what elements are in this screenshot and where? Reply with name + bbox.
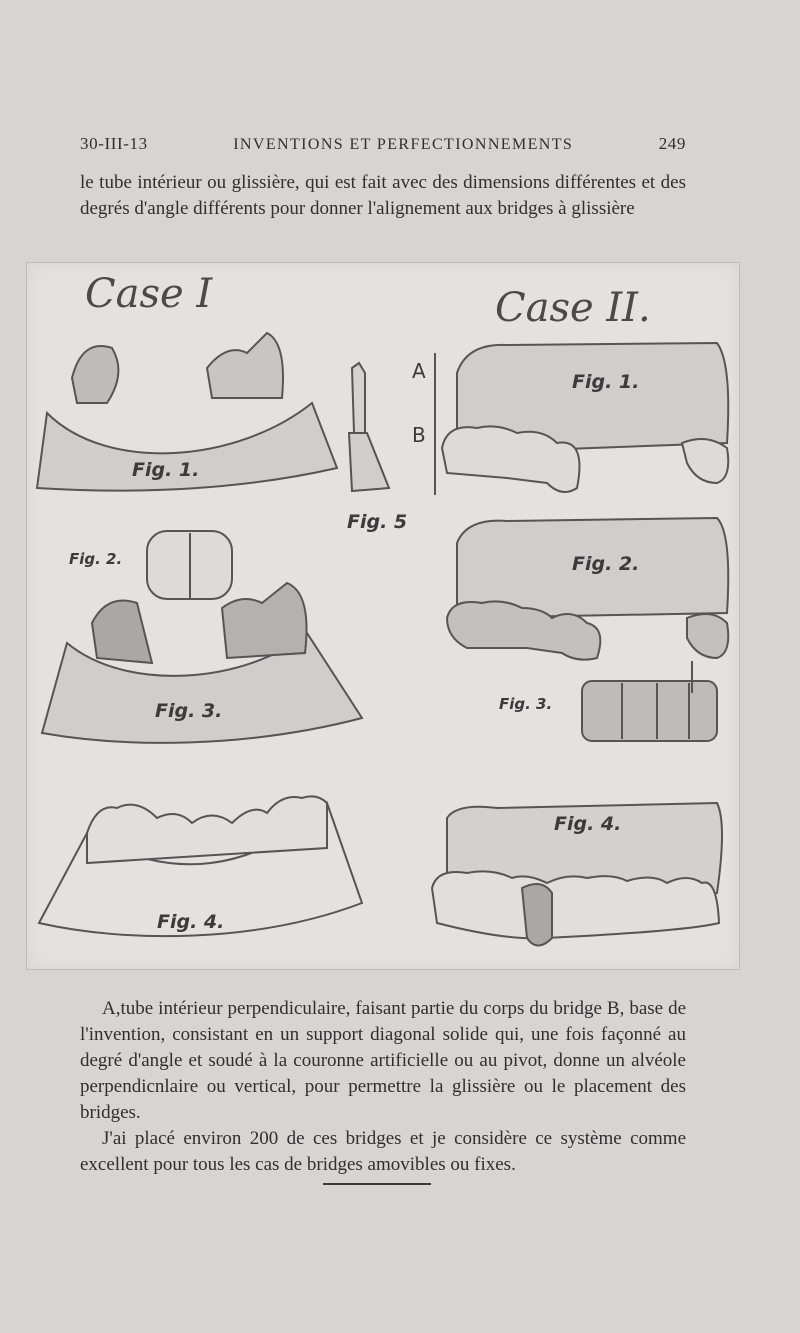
- dental-illustration-plate: [26, 262, 740, 970]
- fig5-label-a: A: [412, 359, 426, 383]
- bottom-text: [80, 996, 686, 1178]
- case1-fig3-model: [42, 633, 362, 743]
- case2-fig4-teeth: [432, 871, 719, 938]
- case1-fig3-label: Fig. 3.: [155, 700, 223, 722]
- case1-fig4-teeth: [87, 796, 327, 863]
- case2-fig4-label: Fig. 4.: [554, 813, 622, 835]
- top-paragraph: le tube intérieur ou glissière, qui est fait avec des dimensions différentes et des degrés d'angle différents pour donner l'alignement aux bridges à glissière: [80, 172, 686, 219]
- fig5-support: [349, 433, 389, 491]
- case-i-label: Case I: [85, 271, 213, 317]
- case1-fig1-teeth-right: [207, 333, 283, 398]
- paragraph-description: A,tube intérieur perpendiculaire, faisant partie du corps du bridge B, base de l'invention, consistant en un support diagonal solide qui, une fois façonné au degré d'angle et soudé à la couronne artificielle ou au pivot, donne un alvéole perpendicnlaire ou vertical, pour permettre la glissière ou le placement des bridges.: [80, 998, 686, 1123]
- case1-fig3-teeth-left: [92, 601, 152, 664]
- closing-rule: [323, 1183, 431, 1185]
- case1-fig1-label: Fig. 1.: [132, 459, 200, 481]
- header-date: 30-III-13: [80, 134, 148, 153]
- case2-fig2-label: Fig. 2.: [572, 553, 640, 575]
- fig5-label: Fig. 5: [347, 511, 408, 533]
- paragraph-conclusion: J'ai placé environ 200 de ces bridges et je considère ce système comme excellent pour tous les cas de bridges amovibles ou fixes.: [80, 1128, 686, 1175]
- fig5-tube: [352, 363, 365, 433]
- running-head: [80, 134, 686, 154]
- fig5-label-b: B: [412, 423, 426, 447]
- case1-fig2-label: Fig. 2.: [69, 550, 123, 568]
- case-ii-label: Case II.: [495, 285, 651, 331]
- case1-fig4-label: Fig. 4.: [157, 911, 225, 933]
- page-number: 249: [658, 134, 686, 153]
- case2-fig4-dark-tooth: [522, 884, 552, 946]
- plate-drawing: [27, 263, 739, 969]
- case1-fig3-teeth-right: [222, 583, 307, 658]
- case2-fig3-label: Fig. 3.: [499, 695, 553, 713]
- case2-fig1-label: Fig. 1.: [572, 371, 640, 393]
- case1-fig1-teeth-left: [72, 346, 118, 403]
- header-title: INVENTIONS ET PERFECTIONNEMENTS: [233, 136, 574, 153]
- case2-fig3-crowns: [582, 681, 717, 741]
